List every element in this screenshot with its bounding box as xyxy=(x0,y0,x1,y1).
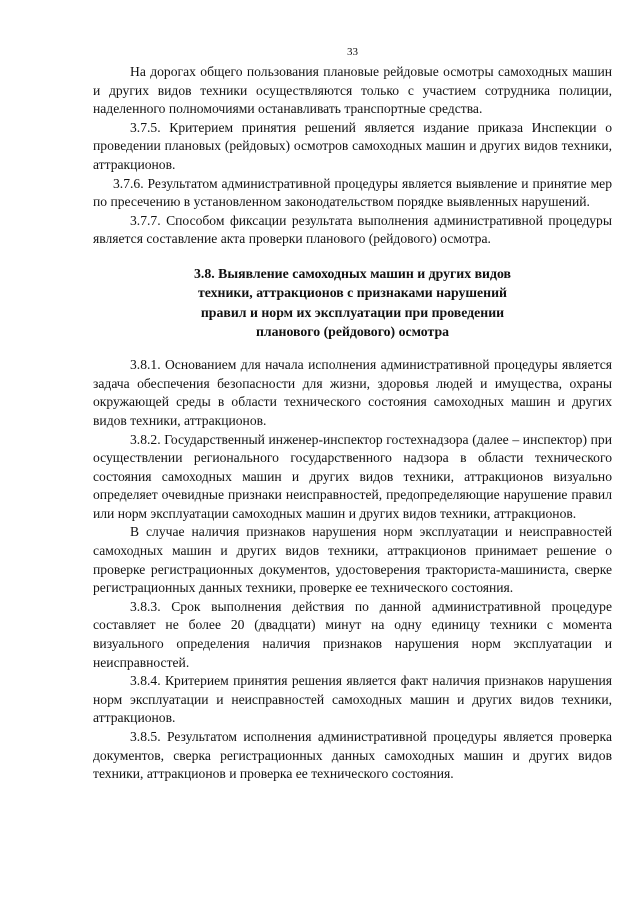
paragraph-3-7-7: 3.7.7. Способом фиксации результата выполнения административной процедуры является составление акта проверки планового (рейдового) осмотра. xyxy=(93,212,612,247)
document-page xyxy=(93,46,612,784)
paragraph-road-inspection: На дорогах общего пользования плановые рейдовые осмотры самоходных машин и других видов техники осуществляются только с участием сотрудника полиции, наделенного полномочиями останавливать транспортные средства. xyxy=(93,64,612,117)
heading-line-2: техники, аттракционов с признаками нарушений xyxy=(197,285,508,301)
paragraph-3-8-4: 3.8.4. Критерием принятия решения является факт наличия признаков нарушения норм эксплуатации и неисправностей самоходных машин и других видов техники, аттракционов. xyxy=(93,673,612,726)
heading-line-4: планового (рейдового) осмотра xyxy=(255,323,450,339)
page-number: 33 xyxy=(347,46,358,58)
section-heading-3-8 xyxy=(93,264,612,341)
paragraph-3-7-5: 3.7.5. Критерием принятия решений является издание приказа Инспекции о проведении плановых (рейдовых) осмотров самоходных машин и других видов техники, аттракционов. xyxy=(93,119,612,172)
paragraph-violation-case: В случае наличия признаков нарушения норм эксплуатации и неисправностей самоходных машин и других видов техники, аттракционов принимает решение о проверке регистрационных документов, удостоверения тракториста-машиниста, сверке регистрационных данных техники, проверке ее технического состояния. xyxy=(93,524,612,596)
paragraph-3-8-1: 3.8.1. Основанием для начала исполнения административной процедуры является задача обеспечения безопасности для жизни, здоровья людей и имущества, охраны окружающей среды в области технического состояния самоходных машин и других видов техники, аттракционов. xyxy=(93,357,612,428)
heading-line-3: правил и норм их эксплуатации при проведении xyxy=(200,304,505,320)
paragraph-3-8-2: 3.8.2. Государственный инженер-инспектор гостехнадзора (далее – инспектор) при осуществлении регионального государственного надзора в области технического состояния самоходных машин и других видов техники, аттракционов визуально определяет очевидные признаки неисправностей, предопределяющие нарушение правил или норм эксплуатации самоходных машин и других видов техники, аттракционов. xyxy=(93,431,612,521)
paragraph-3-8-5: 3.8.5. Результатом исполнения административной процедуры является проверка документов, сверка регистрационных данных самоходных машин и других видов техники, аттракционов и проверка ее технического состояния. xyxy=(93,729,612,782)
paragraph-3-8-3: 3.8.3. Срок выполнения действия по данной административной процедуре составляет не более 20 (двадцати) минут на одну единицу техники с момента визуального определения наличия признаков нарушения норм эксплуатации и неисправностей. xyxy=(93,598,612,670)
heading-line-1: 3.8. Выявление самоходных машин и других видов xyxy=(194,265,511,281)
paragraph-3-7-6: 3.7.6. Результатом административной процедуры является выявление и принятие мер по пресечению в установленном законодательством порядке выявленных нарушений. xyxy=(93,175,612,210)
